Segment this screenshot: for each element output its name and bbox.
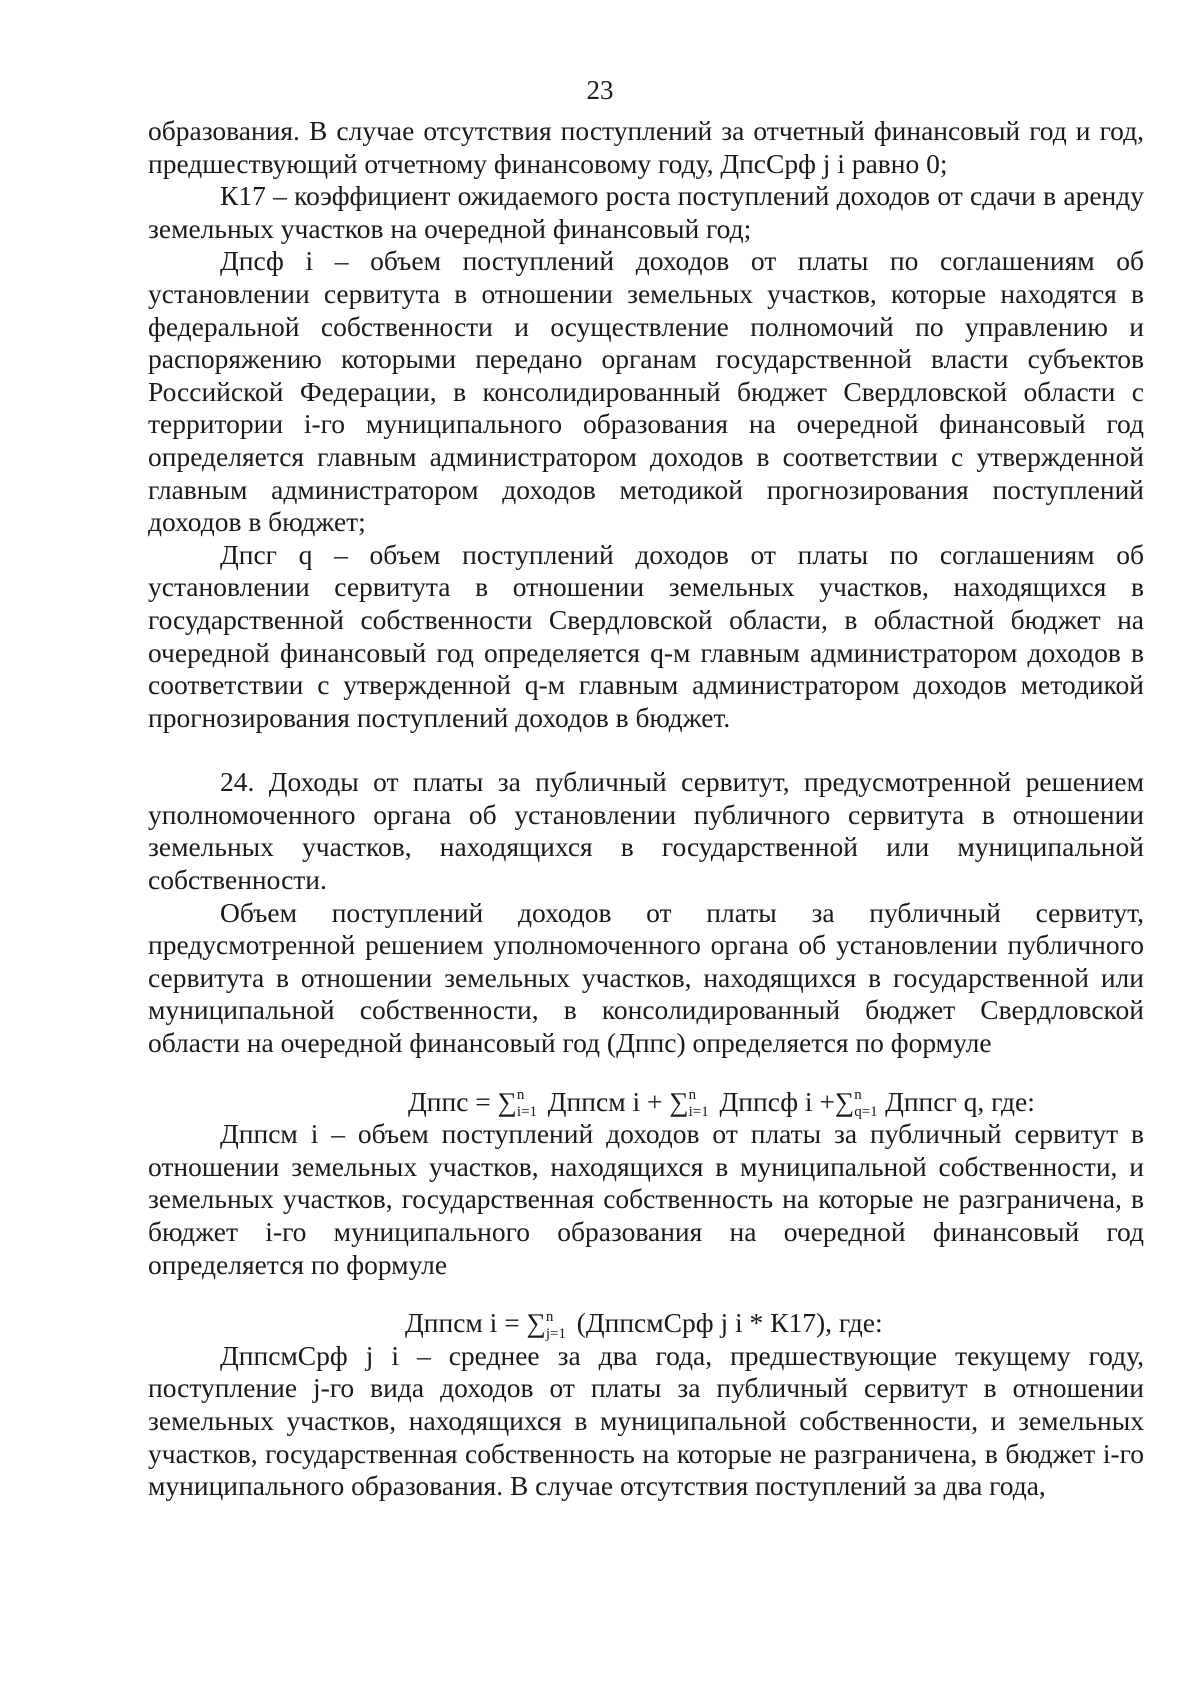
sum-lower-3: q=1 bbox=[854, 1104, 878, 1121]
paragraph-dppsm-definition: Дппсм i – объем поступлений доходов от платы за публичный сервитут в отношении земельных участков, находящихся в муниципальной собственности, и земельных участков, государственная собственность на которые не разграничена, в бюджет i-го муниципального образования на очередной финансовый год определяется по формуле bbox=[148, 1118, 1144, 1280]
paragraph-dpsf-definition: Дпсф i – объем поступлений доходов от платы по соглашениям об установлении сервитута в отношении земельных участков, которые находятся в федеральной собственности и осуществление полномочий по управлению и распоряжению которыми передано органам государственной власти субъектов Российской Федерации, в консолидированный бюджет Свердловской области с территории i-го муниципального образования на очередной финансовый год определяется главным администратором доходов в соответствии с утвержденной главным администратором доходов методикой прогнозирования поступлений доходов в бюджет; bbox=[148, 245, 1144, 538]
sum-sign-3: ∑ bbox=[834, 1086, 855, 1117]
paragraph-dpsg-definition: Дпсг q – объем поступлений доходов от платы по соглашениям об установлении сервитута в отношении земельных участков, находящихся в государственной собственности Свердловской области, в областной бюджет на очередной финансовый год определяется q-м главным администратором доходов в соответствии с утвержденной q-м главным администратором доходов методикой прогнозирования поступлений доходов в бюджет. bbox=[148, 538, 1144, 733]
formula-dppsm-term: (ДппсмСрф j i * К17), где: bbox=[569, 1307, 883, 1339]
sum-lower-1: i=1 bbox=[516, 1104, 538, 1121]
sum-lower-4: j=1 bbox=[545, 1325, 566, 1342]
formula-dppsm bbox=[148, 1307, 1144, 1340]
formula-dpps-lhs: Дппс = bbox=[408, 1085, 498, 1117]
formula-dpps bbox=[148, 1086, 1144, 1119]
formula-dppsm-lhs: Дппсм i = bbox=[405, 1307, 527, 1339]
sum-lower-2: i=1 bbox=[688, 1104, 709, 1121]
sum-upper-1: n bbox=[516, 1087, 525, 1104]
sum-sign-1: ∑ bbox=[497, 1086, 517, 1117]
document-body bbox=[148, 115, 1144, 1503]
paragraph-gap bbox=[148, 734, 1144, 766]
formula-dpps-term-3: Дппсг q, где: bbox=[878, 1085, 1035, 1117]
page-number: 23 bbox=[586, 75, 614, 105]
paragraph-dppsmsrf-definition: ДппсмСрф j i – среднее за два года, предшествующие текущему году, поступление j-го вида доходов от платы за публичный сервитут в отношении земельных участков, находящихся в муниципальной собственности, и земельных участков, государственная собственность на которые не разграничена, в бюджет i-го муниципального образования. В случае отсутствия поступлений за два года, bbox=[148, 1339, 1144, 1502]
sum-sign-2: ∑ bbox=[669, 1086, 689, 1117]
sum-limits-4 bbox=[545, 1308, 570, 1342]
sum-upper-4: n bbox=[545, 1308, 554, 1325]
paragraph-continuation: образования. В случае отсутствия поступлений за отчетный финансовый год и год, предшествующий отчетному финансовому году, ДпсСрф j i равно 0; bbox=[148, 115, 1144, 179]
formula-dpps-term-2: Дппсф i + bbox=[712, 1085, 835, 1117]
paragraph-dpps-intro: Объем поступлений доходов от платы за публичный сервитут, предусмотренной решением уполномоченного органа об установлении публичного сервитута в отношении земельных участков, находящихся в государственной или муниципальной собственности, в консолидированный бюджет Свердловской области на очередной финансовый год (Дппс) определяется по формуле bbox=[148, 896, 1144, 1059]
paragraph-k17-definition: К17 – коэффициент ожидаемого роста поступлений доходов от сдачи в аренду земельных участков на очередной финансовый год; bbox=[148, 180, 1144, 244]
sum-limits-1 bbox=[516, 1087, 541, 1121]
sum-sign-4: ∑ bbox=[526, 1308, 546, 1339]
sum-upper-3: n bbox=[854, 1087, 862, 1104]
sum-limits-2 bbox=[688, 1087, 713, 1121]
formula-dpps-term-1: Дппсм i + bbox=[540, 1085, 670, 1117]
sum-limits-3 bbox=[854, 1087, 878, 1121]
sum-upper-2: n bbox=[688, 1087, 697, 1104]
paragraph-section-24-heading: 24. Доходы от платы за публичный сервитут, предусмотренной решением уполномоченного органа об установлении публичного сервитута в отношении земельных участков, находящихся в государственной или муниципальной собственности. bbox=[148, 766, 1144, 896]
